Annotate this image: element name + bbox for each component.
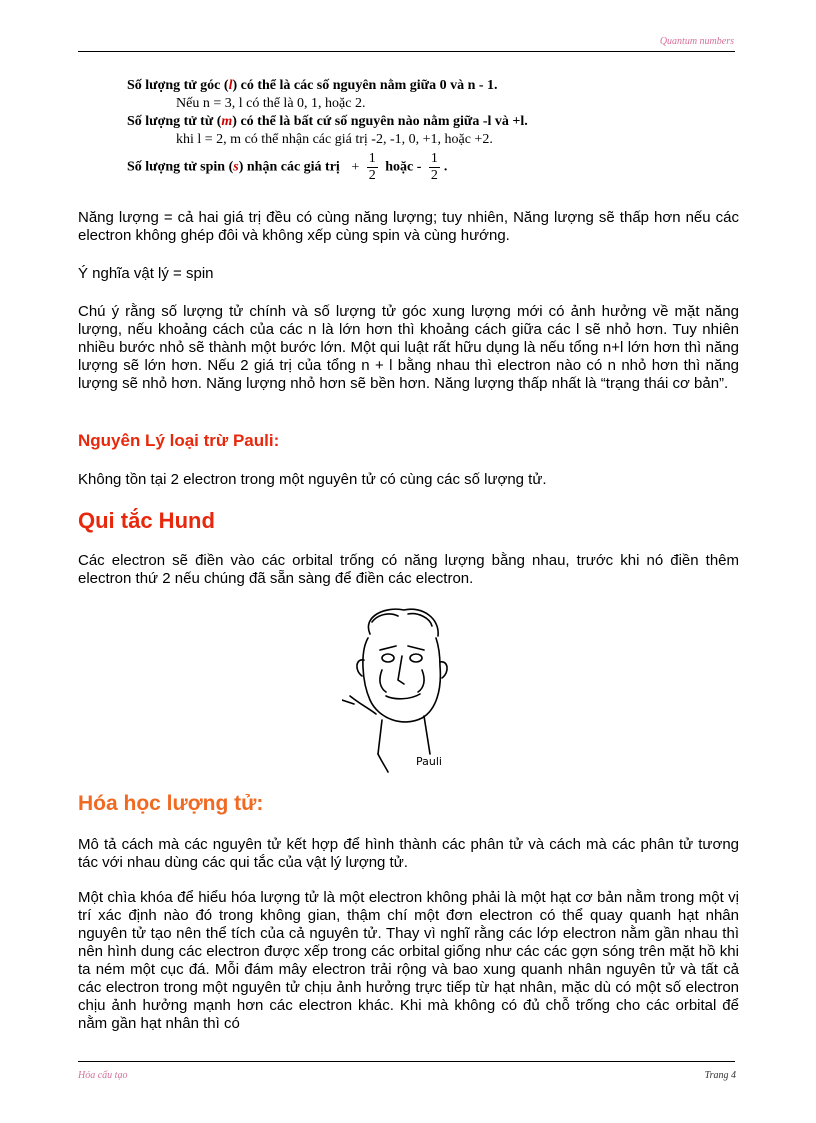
azimuthal-quantum-line: Số lượng tử góc (l) có thể là các số nguyên nằm giữa 0 và n - 1. — [127, 78, 498, 93]
header-rule — [78, 51, 735, 52]
pauli-heading: Nguyên Lý loại trừ Pauli: — [78, 431, 280, 450]
page-number: Trang 4 — [704, 1070, 736, 1081]
energy-paragraph: Năng lượng = cả hai giá trị đều có cùng năng lượng; tuy nhiên, Năng lượng sẽ thấp hơn nếu các electron không ghép đôi và không xếp cùng spin và cùng hướng. — [78, 209, 739, 244]
hund-heading: Qui tắc Hund — [78, 508, 215, 533]
pauli-text: Không tồn tại 2 electron trong một nguyên tử có cùng các số lượng tử. — [78, 471, 547, 488]
portrait-caption: Pauli — [416, 755, 442, 768]
fraction-half-plus: $\frac{1}{2}$ — [368, 151, 376, 183]
note-paragraph: Chú ý rằng số lượng tử chính và số lượng tử góc xung lượng mới có ảnh hưởng về mặt năng lượng, nếu khoảng cách của các n là lớn hơn thì khoảng cách giữa các l sẽ nhỏ hơn. Tuy nhiên nhiều bước nhỏ sẽ thành một bước lớn. Một qui luật rất hữu dụng là nếu tổng n+l lớn hơn thì năng lượng sẽ lớn hơn. Nếu 2 giá trị của tổng n + l bằng nhau thì electron nào có n nhỏ hơn thì năng lượng sẽ nhỏ hơn. Năng lượng nhỏ hơn sẽ bền hơn. Năng lượng thấp nhất là “trạng thái cơ bản”. — [78, 303, 739, 392]
azimuthal-example: Nếu n = 3, l có thể là 0, 1, hoặc 2. — [176, 96, 366, 111]
quantum-chemistry-body: Một chìa khóa để hiểu hóa lượng tử là một electron không phải là một hạt cơ bản nằm trong một vị trí xác định nào đó trong không gian, thậm chí một đơn electron có thể quay quanh hạt nhân nguyên tử tạo nên thể tích của cả nguyên tử. Thay vì nghĩ rằng các lớp electron nằm gần nhau thì nên hình dung các electron được xếp trong các orbital giống như các các gợn sóng trên mặt hồ khi ta ném một cục đá. Mỗi đám mây electron trải rộng và bao xung quanh nhân nguyên tử và tất cả các electron trong một nguyên tử chịu ảnh hưởng trực tiếp từ hạt nhân, mặc dù có một số electron chịu ảnh hưởng mạnh hơn các electron khác. Khi mà không có đủ chỗ trống cho các orbital để nằm gần hạt nhân thì có — [78, 889, 739, 1032]
spin-quantum-line: Số lượng tử spin (s) nhận các giá trị + $\frac{1}{2}$ hoặc - $\frac{1}{2}$ . — [127, 151, 448, 183]
magnetic-example: khi l = 2, m có thể nhận các giá trị -2, -1, 0, +1, hoặc +2. — [176, 132, 493, 147]
pauli-portrait — [342, 604, 460, 774]
quantum-chemistry-intro: Mô tả cách mà các nguyên tử kết hợp để hình thành các phân tử và cách mà các phân tử tương tác với nhau dùng các qui tắc của vật lý lượng tử. — [78, 836, 739, 871]
physical-meaning: Ý nghĩa vật lý = spin — [78, 265, 214, 282]
fraction-half-minus: $\frac{1}{2}$ — [430, 151, 438, 183]
footer-left: Hóa cấu tạo — [78, 1070, 128, 1081]
running-header: Quantum numbers — [659, 36, 734, 47]
quantum-chemistry-heading: Hóa học lượng tử: — [78, 792, 264, 815]
footer-rule — [78, 1061, 735, 1062]
hund-text: Các electron sẽ điền vào các orbital trống có năng lượng bằng nhau, trước khi nó điền thêm electron thứ 2 nếu chúng đã sẵn sàng để điền các electron. — [78, 552, 739, 587]
magnetic-quantum-line: Số lượng tử từ (m) có thể là bất cứ số nguyên nào nằm giữa -l và +l. — [127, 114, 528, 129]
